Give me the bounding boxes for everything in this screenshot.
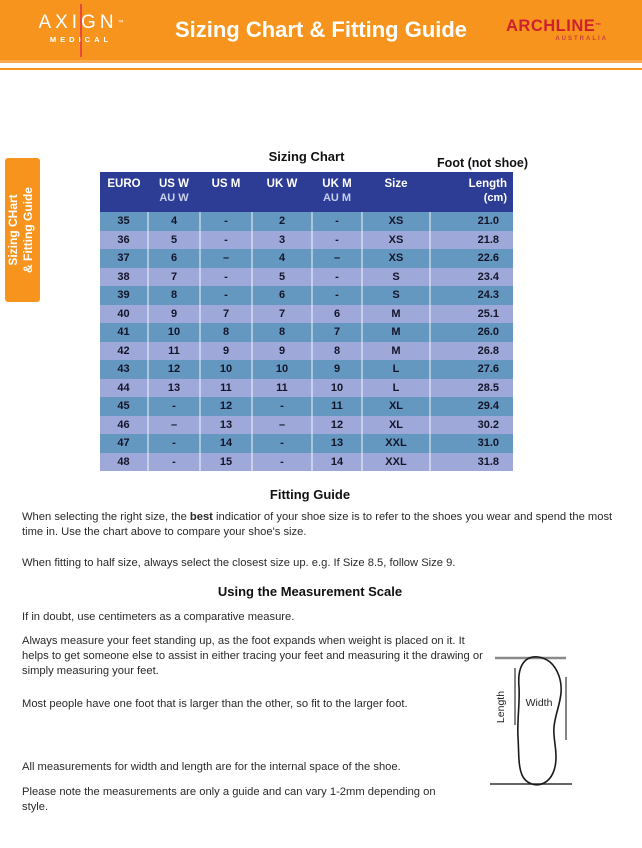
column-header-us-w: US W AU W xyxy=(148,172,200,212)
table-cell: 21.8 xyxy=(430,231,513,250)
table-cell: 9 xyxy=(312,360,362,379)
page-title: Sizing Chart & Fitting Guide xyxy=(174,17,468,42)
table-cell: L xyxy=(362,360,430,379)
table-cell: S xyxy=(362,286,430,305)
foot-not-shoe-label: Foot (not shoe) xyxy=(437,156,528,170)
table-cell: 38 xyxy=(117,270,130,283)
table-cell: 4 xyxy=(252,249,312,268)
table-cell: XXL xyxy=(362,453,430,472)
table-cell: 41 xyxy=(117,326,130,338)
table-cell: 36 xyxy=(117,233,130,246)
table-cell: XS xyxy=(362,231,430,250)
table-cell: 9 xyxy=(252,342,312,361)
table-cell: M xyxy=(362,323,430,342)
table-cell: 3 xyxy=(252,231,312,250)
table-cell: 26.0 xyxy=(430,323,513,342)
table-row xyxy=(100,249,513,268)
table-cell: - xyxy=(312,286,362,305)
table-cell: – xyxy=(252,416,312,435)
trademark-symbol: ™ xyxy=(595,23,602,29)
table-cell: XXL xyxy=(362,434,430,453)
table-cell: 23.4 xyxy=(430,268,513,287)
foot-measurement-diagram xyxy=(480,645,640,815)
fitting-guide-paragraph-1 xyxy=(22,510,626,540)
sidebar-tab-label xyxy=(6,158,40,302)
sidebar-tab-line1: Sizing CHart xyxy=(5,194,20,266)
table-cell: 13 xyxy=(200,416,252,435)
table-cell: 6 xyxy=(252,286,312,305)
axign-wordmark: AXIGN xyxy=(38,12,118,33)
table-row xyxy=(100,286,513,305)
table-cell: 29.4 xyxy=(430,397,513,416)
table-cell: 28.5 xyxy=(430,379,513,398)
table-cell: 44 xyxy=(117,381,130,394)
width-label: Width xyxy=(525,697,553,709)
table-row xyxy=(100,397,513,416)
length-label: Length xyxy=(495,690,507,724)
table-cell: 8 xyxy=(148,286,200,305)
table-cell: 4 xyxy=(148,212,200,231)
table-cell: 7 xyxy=(148,268,200,287)
table-cell: 47 xyxy=(117,437,130,449)
table-header-row xyxy=(100,172,513,212)
table-cell: XS xyxy=(362,212,430,231)
column-header-size: Size xyxy=(362,172,430,212)
archline-logo xyxy=(506,18,616,42)
table-cell: 14 xyxy=(200,434,252,453)
column-header-us-m: US M xyxy=(200,172,252,212)
table-cell: 7 xyxy=(252,305,312,324)
table-cell: 5 xyxy=(252,268,312,287)
column-header-length: Length (cm) xyxy=(430,172,513,212)
table-cell: S xyxy=(362,268,430,287)
table-cell: – xyxy=(148,416,200,435)
table-cell: 9 xyxy=(200,342,252,361)
sizing-chart-table xyxy=(100,172,513,471)
trademark-symbol: ™ xyxy=(117,20,124,26)
table-cell: 12 xyxy=(148,360,200,379)
table-cell: M xyxy=(362,342,430,361)
table-cell: XS xyxy=(362,249,430,268)
measurement-paragraph-1: If in doubt, use centimeters as a comparative measure. xyxy=(22,611,295,623)
table-row xyxy=(100,342,513,361)
table-row xyxy=(100,416,513,435)
table-cell: 24.3 xyxy=(430,286,513,305)
fitting-guide-paragraph-2: When fitting to half size, always select the closest size up. e.g. If Size 8.5, follow Size 9. xyxy=(22,557,456,569)
column-header-uk-w: UK W xyxy=(252,172,312,212)
sidebar-tab-line2: & Fitting Guide xyxy=(20,187,35,273)
table-cell: 10 xyxy=(252,360,312,379)
table-cell: - xyxy=(200,268,252,287)
table-cell: 27.6 xyxy=(430,360,513,379)
table-cell: 7 xyxy=(312,323,362,342)
table-cell: 21.0 xyxy=(430,212,513,231)
table-body xyxy=(100,212,513,471)
table-cell: – xyxy=(200,249,252,268)
table-row xyxy=(100,360,513,379)
measurement-scale-heading: Using the Measurement Scale xyxy=(217,584,403,599)
table-cell: 26.8 xyxy=(430,342,513,361)
foot-outline xyxy=(518,657,561,785)
table-cell: 35 xyxy=(117,215,130,227)
table-cell: M xyxy=(362,305,430,324)
table-cell: 8 xyxy=(312,342,362,361)
table-cell: 12 xyxy=(200,397,252,416)
table-row xyxy=(100,231,513,250)
archline-logo-name xyxy=(506,18,616,35)
table-cell: 13 xyxy=(312,434,362,453)
table-cell: – xyxy=(312,249,362,268)
header-divider xyxy=(0,68,642,70)
table-cell: 48 xyxy=(117,455,130,468)
column-header-uk-m: UK M AU M xyxy=(312,172,362,212)
header-banner xyxy=(0,0,642,63)
table-cell: - xyxy=(312,268,362,287)
measurement-paragraph-5: Please note the measurements are only a guide and can vary 1-2mm depending on style. xyxy=(22,786,436,813)
table-cell: - xyxy=(312,231,362,250)
table-cell: 37 xyxy=(117,252,130,264)
table-cell: 7 xyxy=(200,305,252,324)
table-cell: - xyxy=(252,397,312,416)
table-cell: 10 xyxy=(148,323,200,342)
table-cell: 43 xyxy=(117,363,130,375)
table-cell: 15 xyxy=(200,453,252,472)
table-cell: 40 xyxy=(117,307,130,320)
archline-logo-sub: AUSTRALIA xyxy=(555,36,608,42)
table-cell: 8 xyxy=(200,323,252,342)
table-row xyxy=(100,268,513,287)
archline-wordmark: ARCHLINE xyxy=(506,17,596,35)
table-row xyxy=(100,434,513,453)
table-row xyxy=(100,305,513,324)
table-cell: - xyxy=(252,453,312,472)
table-cell: 10 xyxy=(200,360,252,379)
table-cell: 42 xyxy=(117,344,130,357)
table-cell: 25.1 xyxy=(430,305,513,324)
table-cell: 31.8 xyxy=(430,453,513,472)
table-cell: 13 xyxy=(148,379,200,398)
paragraph-bold-text: best xyxy=(189,511,213,523)
table-cell: 11 xyxy=(148,342,200,361)
sizing-chart-title: Sizing Chart xyxy=(268,149,345,164)
table-cell: 6 xyxy=(312,305,362,324)
table-cell: 11 xyxy=(312,397,362,416)
measurement-paragraph-4: All measurements for width and length are for the internal space of the shoe. xyxy=(22,761,401,773)
table-cell: XL xyxy=(362,397,430,416)
fitting-guide-heading: Fitting Guide xyxy=(269,487,351,502)
table-cell: 2 xyxy=(252,212,312,231)
table-row xyxy=(100,379,513,398)
table-row xyxy=(100,212,513,231)
table-cell: XL xyxy=(362,416,430,435)
table-cell: 10 xyxy=(312,379,362,398)
table-cell: - xyxy=(200,212,252,231)
table-cell: 11 xyxy=(200,379,252,398)
table-cell: - xyxy=(312,212,362,231)
table-cell: L xyxy=(362,379,430,398)
table-cell: - xyxy=(252,434,312,453)
table-cell: - xyxy=(200,231,252,250)
table-cell: 46 xyxy=(117,418,130,431)
sidebar-section-tab xyxy=(5,158,40,302)
table-row xyxy=(100,323,513,342)
table-cell: 9 xyxy=(148,305,200,324)
table-cell: 30.2 xyxy=(430,416,513,435)
table-cell: 39 xyxy=(117,289,130,301)
table-cell: 14 xyxy=(312,453,362,472)
table-cell: - xyxy=(200,286,252,305)
table-cell: - xyxy=(148,397,200,416)
table-cell: - xyxy=(148,453,200,472)
table-cell: 12 xyxy=(312,416,362,435)
table-cell: 6 xyxy=(148,249,200,268)
column-header-euro: EURO xyxy=(100,172,148,212)
table-cell: 11 xyxy=(252,379,312,398)
table-cell: 45 xyxy=(117,400,130,412)
table-cell: 5 xyxy=(148,231,200,250)
table-cell: 31.0 xyxy=(430,434,513,453)
table-cell: - xyxy=(148,434,200,453)
paragraph-text: indicatior of your shoe size is to refer to the shoes you wear and spend the most time in. Use the chart above to compare your shoe's size. xyxy=(22,511,613,538)
table-cell: 8 xyxy=(252,323,312,342)
axign-logo-sub: MEDICAL xyxy=(49,35,113,44)
table-row xyxy=(100,453,513,472)
paragraph-text: When selecting the right size, the xyxy=(22,511,190,523)
measurement-paragraph-2: Always measure your feet standing up, as the foot expands when weight is placed on it. It helps to get someone else to assist in either tracing your feet and measuring it the drawing or simply measuring your feet. xyxy=(22,635,483,677)
table-cell: 22.6 xyxy=(430,249,513,268)
measurement-paragraph-3: Most people have one foot that is larger than the other, so fit to the larger foot. xyxy=(22,698,408,710)
